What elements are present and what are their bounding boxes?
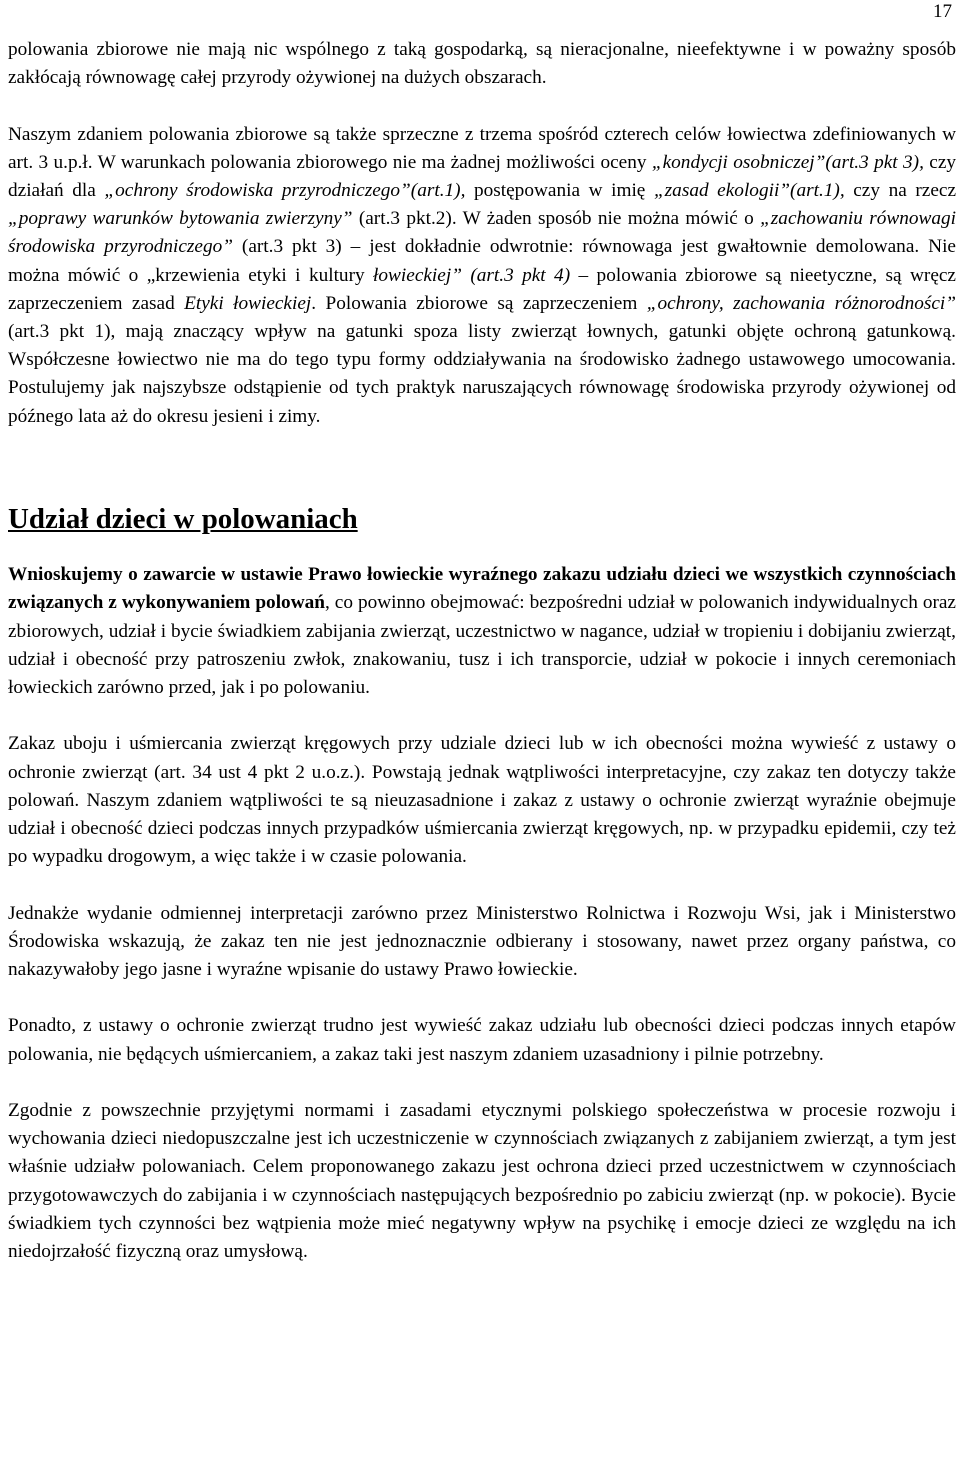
paragraph-intro: polowania zbiorowe nie mają nic wspólnego z taką gospodarką, są nieracjonalne, nieefektywne i w poważny sposób zakłócają równowagę całej przyrody ożywionej na dużych obszarach. [8, 39, 956, 89]
text-span: (art.3 pkt 1), mają znaczący wpływ na gatunki spoza listy zwierząt łownych, gatunki objęte ochroną gatunkową. Współczesne łowiectwo nie ma do tego typu formy oddziaływania na środowisko żadnego ustawowego umocowania. Postulujemy jak najszybsze odstąpienie od tych praktyk naruszających równowagę środowiska przyrody ożywionej od późnego lata aż do okresu jesieni i zimy. [8, 321, 956, 427]
paragraph-conclusion [8, 561, 956, 702]
text-span: . Polowania zbiorowe są zaprzeczeniem [311, 292, 647, 314]
citation-italic: łowieckiej” (art.3 pkt 4) [373, 264, 571, 286]
text-span: (art.3 pkt 3) – jest dokładnie odwrotnie: równowaga jest gwałtownie demolowana. Nie można mówić o „krzewienia etyki i kultury [8, 236, 956, 286]
document-body [8, 36, 956, 1266]
paragraph-ministries: Jednakże wydanie odmiennej interpretacji zarówno przez Ministerstwo Rolnictwa i Rozwoju Wsi, jak i Ministerstwo Środowiska wskazują, że zakaz ten nie jest jednoznacznie odbierany i stosowany, nawet przez organy państwa, co nakazywałoby jego jasne i wyraźne wpisanie do ustawy Prawo łowieckie. [8, 902, 956, 981]
citation-italic: „kondycji osobniczej”(art.3 pkt 3), [651, 151, 924, 173]
text-span: – polowania zbiorowe są nieetyczne, są wręcz zaprzeczeniem zasad [8, 264, 956, 314]
citation-italic: Etyki łowieckiej [184, 292, 312, 314]
citation-italic: „zachowaniu równowagi środowiska przyrodniczego” [8, 208, 956, 258]
citation-italic: „poprawy warunków bytowania zwierzyny” [8, 208, 353, 230]
text-span: Naszym zdaniem polowania zbiorowe są także sprzeczne z trzema spośród czterech celów łowiectwa zdefiniowanych w art. 3 u.p.ł. W warunkach polowania zbiorowego nie ma żadnej możliwości oceny [8, 123, 956, 173]
text-span: czy działań dla [8, 151, 957, 201]
page-number: 17 [933, 1, 952, 22]
paragraph-ethics: Zgodnie z powszechnie przyjętymi normami i zasadami etycznymi polskiego społeczeństwa w procesie rozwoju i wychowania dzieci niedopuszczalne jest ich uczestniczenie w czynnościach związanych z zabijaniem zwierząt, a tym jest właśnie udziałw polowaniach. Celem proponowanego zakazu jest ochrona dzieci przed uczestnictwem w czynnościach przygotowawczych do zabijania i w czynnościach następujących bezpośrednio po zabiciu zwierząt (np. w pokocie). Bycie świadkiem tych czynności bez wątpienia może mieć negatywny wpływ na psychikę i emocje dzieci ze względu na ich niedojrzałość fizyczną oraz umysłową. [8, 1100, 956, 1263]
text-span: postępowania w imię [465, 180, 654, 201]
section-heading: Udział dzieci w polowaniach [8, 502, 358, 535]
text-span: , co powinno obejmować: bezpośredni udział w polowanich indywidualnych oraz zbiorowych, udział i bycie świadkiem zabijania zwierząt, uczestnictwo w nagance, udział w tropieniu i dobijaniu zwierząt, udział i obecność przy patroszeniu zwłok, znakowaniu, tusz i ich transporcie, udział w pokocie i innych ceremoniach łowieckich zarówno przed, jak i po polowaniu. [8, 592, 956, 699]
citation-italic: „ochrony środowiska przyrodniczego”(art.1), [104, 180, 466, 201]
paragraph-ban: Zakaz uboju i uśmiercania zwierząt kręgowych przy udziale dzieci lub w ich obecności można wywieść z ustawy o ochronie zwierząt (art. 34 ust 4 pkt 2 u.o.z.). Powstają jednak wątpliwości interpretacyjne, czy zakaz ten dotyczy także polowań. Naszym zdaniem wątpliwości te są nieuzasadnione i zakaz z ustawy o ochronie zwierząt wyraźnie obejmuje udział i obecność dzieci podczas innych przypadków uśmiercania zwierząt kręgowych, np. w przypadku epidemii, czy też po wypadku drogowym, a więc także i w czasie polowania. [8, 733, 956, 868]
citation-italic: „zasad ekologii”(art.1), [653, 180, 845, 201]
text-span: (art.3 pkt.2). W żaden sposób nie można mówić o [352, 208, 761, 230]
citation-italic: „ochrony, zachowania różnorodności” [646, 292, 956, 314]
text-span: czy na rzecz [844, 180, 957, 201]
paragraph-hunting-objectives [8, 121, 956, 431]
paragraph-other-stages: Ponadto, z ustawy o ochronie zwierząt trudno jest wywieść zakaz udziału lub obecności dzieci podczas innych etapów polowania, nie będących uśmiercaniem, a zakaz taki jest naszym zdaniem uzasadniony i pilnie potrzebny. [8, 1015, 956, 1065]
conclusion-bold: Wnioskujemy o zawarcie w ustawie Prawo łowieckie wyraźnego zakazu udziału dzieci we wszystkich czynnościach związanych z wykonywaniem polowań [8, 564, 956, 614]
